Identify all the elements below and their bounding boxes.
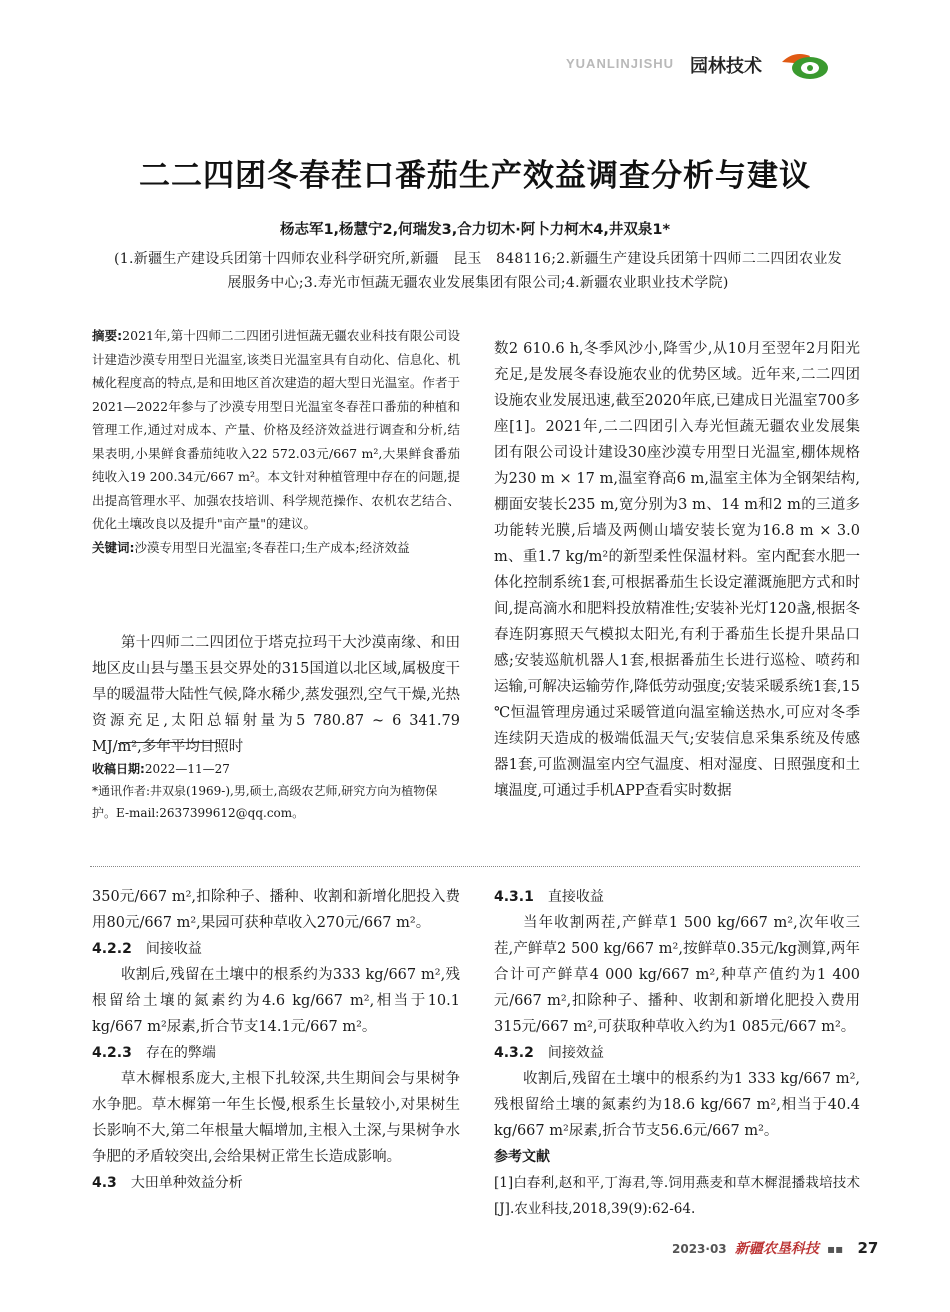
heading-4-3-1 (494, 884, 860, 910)
paragraph: 当年收割两茬,产鲜草1 500 kg/667 m²,次年收三茬,产鲜草2 500 kg/667 m²,按鲜草0.35元/kg测算,两年合计可产鲜草4 000 kg/667 m²,种草产值约为1 400元/667 m²,扣除种子、播种、收割和新增化肥投入费用315元/667 m²,可获取种草收入约为1 085元/667 m²。 (494, 915, 860, 1035)
heading-text: 间接效益 (547, 1045, 604, 1061)
heading-4-2-3 (92, 1040, 460, 1066)
page-footer (672, 1238, 878, 1258)
heading-4-2-2 (92, 936, 460, 962)
intro-paragraph: 第十四师二二四团位于塔克拉玛干大沙漠南缘、和田地区皮山县与墨玉县交界处的315国道以北区域,属极度干旱的暖温带大陆性气候,降水稀少,蒸发强烈,空气干燥,光热资源充足,太阳总辐射量为5 780.87 ~ 6 341.79 MJ/m²,多年平均日照时 (92, 635, 460, 755)
lower-right-column (494, 884, 860, 1222)
reference-item: [1]白春利,赵和平,丁海君,等.饲用燕麦和草木樨混播栽培技术[J].农业科技,2018,39(9):62-64. (494, 1175, 860, 1217)
affiliations: (1.新疆生产建设兵团第十四师农业科学研究所,新疆 昆玉 848116;2.新疆生产建设兵团第十四师二二四团农业发展服务中心;3.寿光市恒蔬无疆农业发展集团有限公司;4.新疆农业职业技术学院) (114, 251, 842, 291)
page-number: 27 (857, 1239, 879, 1257)
journal-name: 新疆农垦科技 (734, 1241, 819, 1257)
intro-continued-paragraph: 数2 610.6 h,冬季风沙小,降雪少,从10月至翌年2月阳光充足,是发展冬春设施农业的优势区域。近年来,二二四团设施农业发展迅速,截至2020年底,已建成日光温室700多座[1]。2021年,二二四团引入寿光恒蔬无疆农业发展集团有限公司设计建设30座沙漠专用型日光温室,棚体规格为230 m × 17 m,温室脊高6 m,温室主体为全钢架结构,棚面安装长235 m,宽分别为3 m、14 m和2 m的三道多功能转光膜,后墙及两侧山墙安装长宽为16.8 m × 3.0 m、重1.7 kg/m²的新型柔性保温材料。室内配套水肥一体化控制系统1套,可根据番茄生长设定灌溉施肥方式和时间,提高滴水和肥料投放精准性;安装补光灯120盏,根据冬春连阴寡照天气模拟太阳光,有利于番茄生长提升果品口感;安装巡航机器人1套,根据番茄生长进行巡检、喷药和运输,可解决运输劳作,降低劳动强度;安装采暖系统1套,15 ℃恒温管理房通过采暖管道向温室输送热水,可应对冬季连续阴天造成的极端低温天气;安装信息采集系统及传感器1套,可监测温室内空气温度、相对湿度、日照强度和土壤温度,可通过手机APP查看实时数据 (494, 341, 860, 799)
heading-number: 4.2.2 (92, 941, 132, 957)
heading-number: 4.3.1 (494, 889, 534, 905)
abstract-text: 2021年,第十四师二二四团引进恒蔬无疆农业科技有限公司设计建造沙漠专用型日光温室,该类日光温室具有自动化、信息化、机械化程度高的特点,是和田地区首次建造的超大型日光温室。作者于2021—2022年参与了沙漠专用型日光温室冬春茬口番茄的种植和管理工作,通过对成本、产量、价格及经济效益进行调查和分析,结果表明,小果鲜食番茄纯收入22 572.03元/667 m²,大果鲜食番茄纯收入19 200.34元/667 m²。本文针对种植管理中存在的问题,提出提高管理水平、加强农技培训、科学规范操作、农机农艺结合、优化土壤改良以及提升"亩产量"的建议。 (92, 328, 460, 531)
issue-number: 2023·03 (672, 1242, 727, 1256)
heading-text: 大田单种效益分析 (130, 1175, 243, 1191)
running-header-en: YUANLINJISHU (566, 56, 675, 71)
heading-text: 间接收益 (145, 941, 202, 957)
running-header-section: 园林技术 (690, 56, 762, 77)
paragraph: 收割后,残留在土壤中的根系约为1 333 kg/667 m²,残根留给土壤的氮素约为18.6 kg/667 m²,相当于40.4 kg/667 m²尿素,折合节支56.6元/667 m²。 (494, 1071, 860, 1139)
received-date: 2022—11—27 (144, 762, 230, 776)
footnote (92, 758, 460, 824)
paragraph: 350元/667 m²,扣除种子、播种、收割和新增化肥投入费用80元/667 m²,果园可获种草收入270元/667 m²。 (92, 889, 460, 931)
heading-4-3-2 (494, 1040, 860, 1066)
square-marks-icon: ▪▪ (827, 1242, 844, 1256)
keywords-label: 关键词: (92, 539, 135, 555)
heading-4-3 (92, 1170, 460, 1196)
references-heading: 参考文献 (494, 1149, 550, 1165)
paper-title: 二二四团冬春茬口番茄生产效益调查分析与建议 (139, 158, 811, 194)
footnote-divider (120, 742, 218, 743)
journal-logo-icon (780, 48, 832, 82)
paragraph: 收割后,残留在土壤中的根系约为333 kg/667 m²,残根留给土壤的氮素约为4.6 kg/667 m²,相当于10.1 kg/667 m²尿素,折合节支14.1元/667 m²。 (92, 967, 460, 1035)
heading-text: 存在的弊端 (145, 1045, 216, 1061)
corresponding-author: *通讯作者:井双泉(1969-),男,硕士,高级农艺师,研究方向为植物保护。E-mail:2637399612@qq.com。 (92, 784, 438, 820)
lower-left-column (92, 884, 460, 1196)
heading-number: 4.3 (92, 1175, 117, 1191)
heading-text: 直接收益 (547, 889, 604, 905)
abstract-label: 摘要: (92, 328, 123, 343)
received-label: 收稿日期: (92, 762, 145, 776)
author-list: 杨志军1,杨慧宁2,何瑞发3,合力切木·阿卜力柯木4,井双泉1* (279, 222, 671, 238)
keywords-text: 沙漠专用型日光温室;冬春茬口;生产成本;经济效益 (134, 539, 410, 555)
abstract (92, 324, 460, 559)
paragraph: 草木樨根系庞大,主根下扎较深,共生期间会与果树争水争肥。草木樨第一年生长慢,根系生长量较小,对果树生长影响不大,第二年根量大幅增加,主根入土深,与果树争水争肥的矛盾较突出,会给果树正常生长造成影响。 (92, 1071, 460, 1165)
page-section-divider (90, 866, 860, 867)
heading-number: 4.3.2 (494, 1045, 534, 1061)
heading-number: 4.2.3 (92, 1045, 132, 1061)
